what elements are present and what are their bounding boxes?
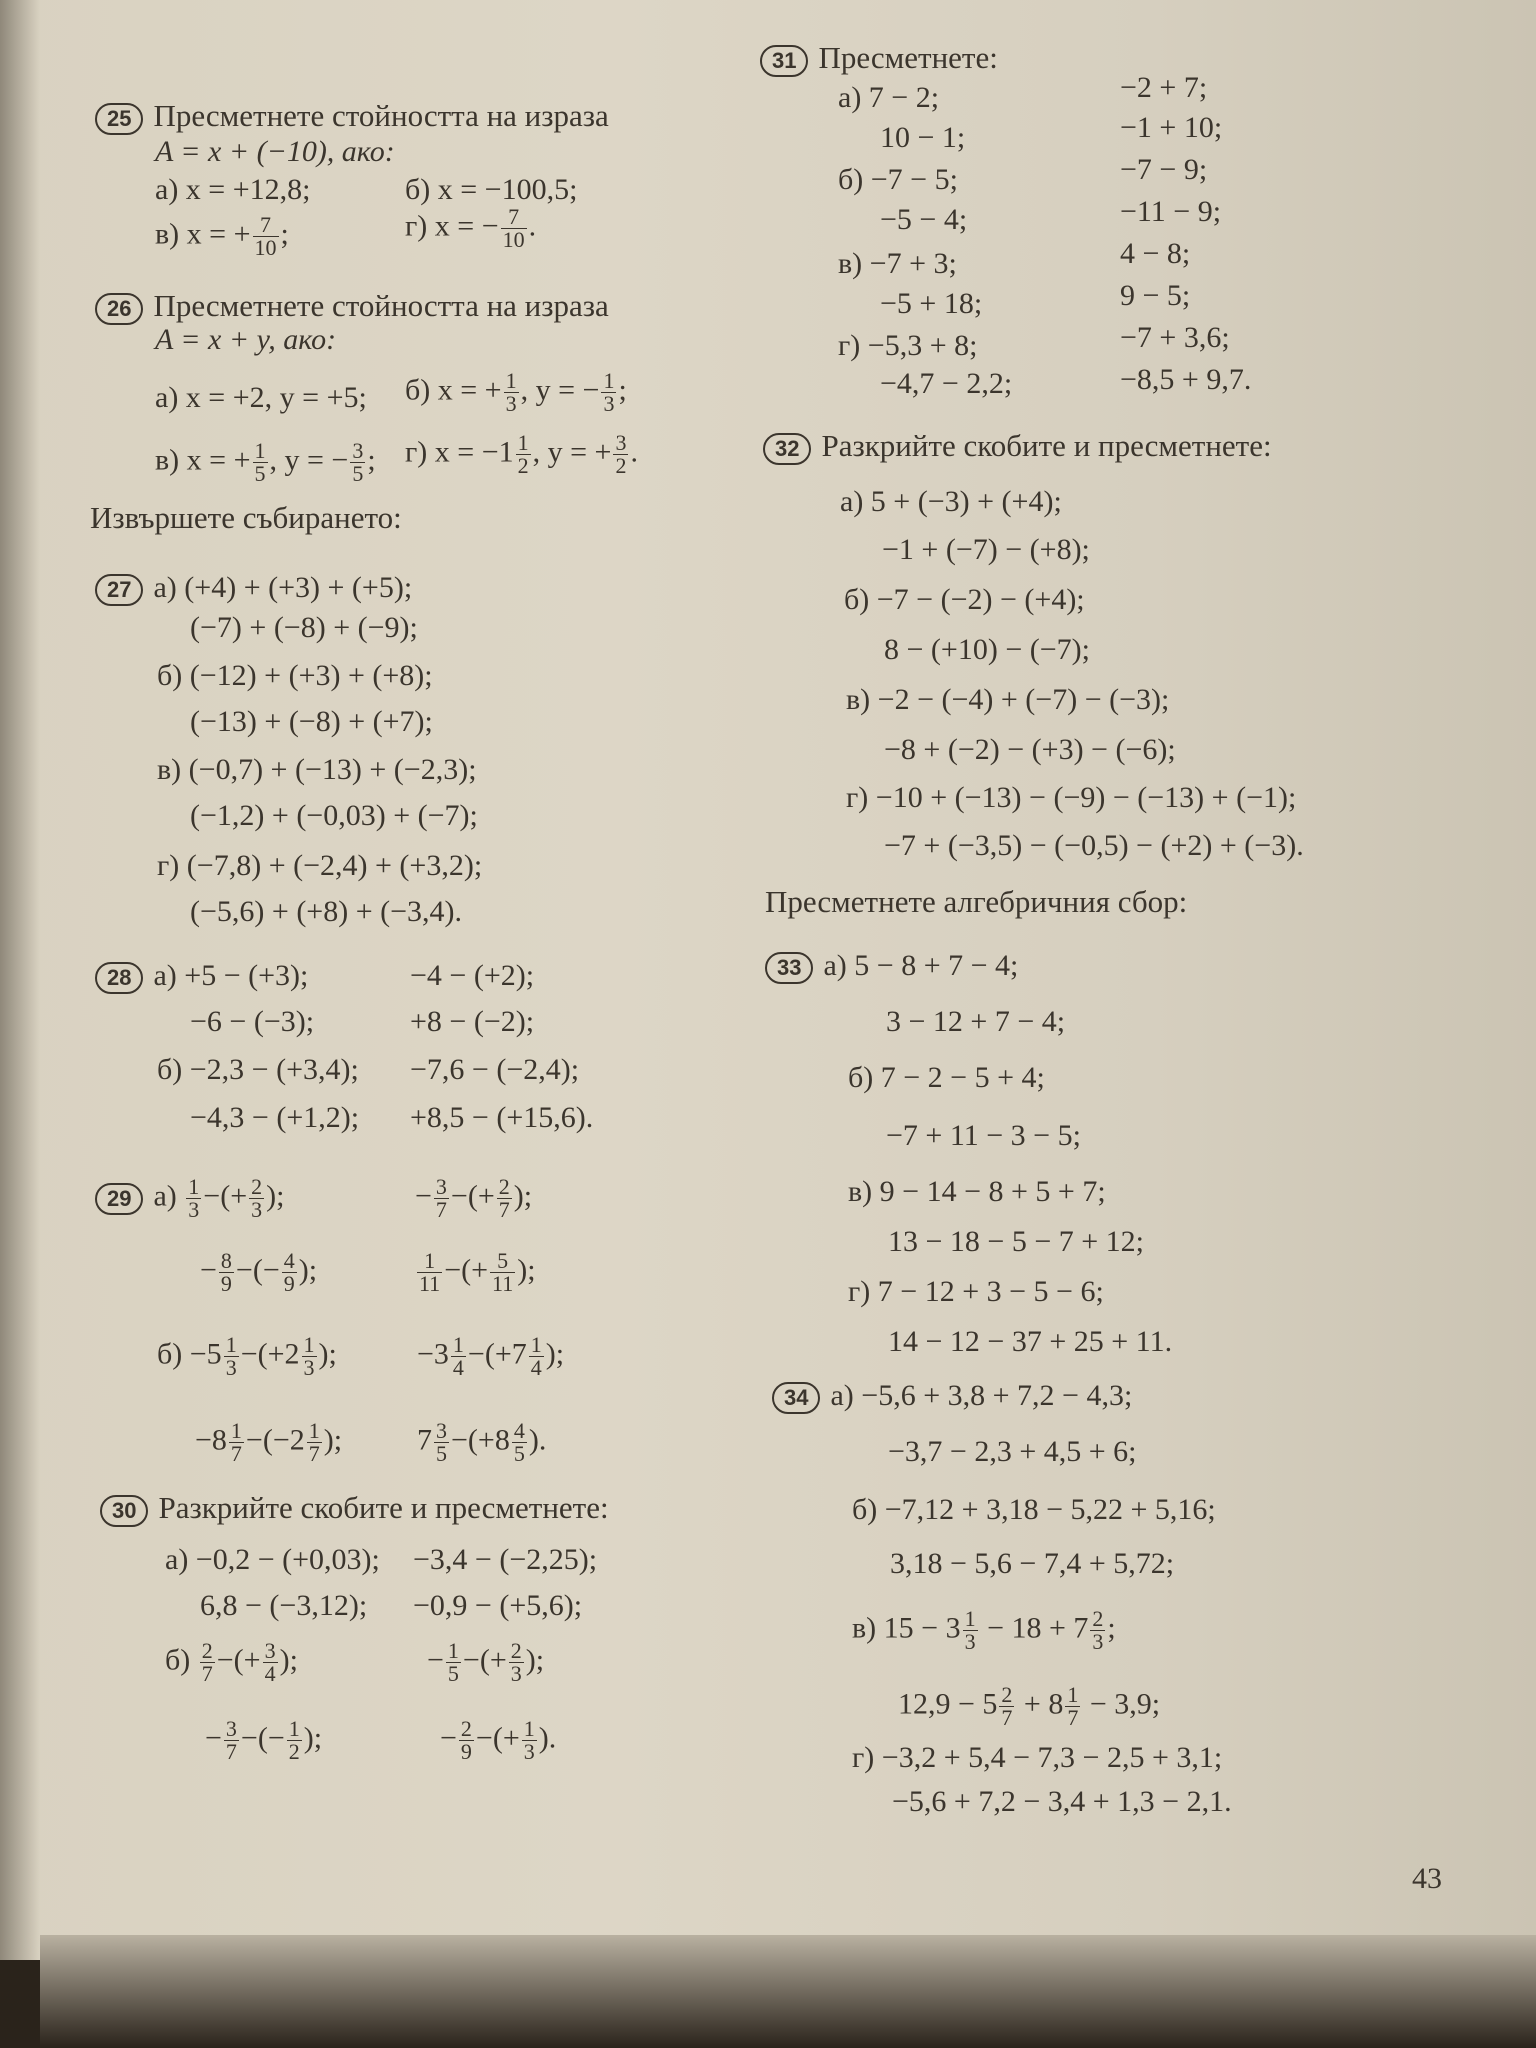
fraction [253,440,268,485]
problem-34-c2 [898,1684,1160,1729]
problem-30-b-left: б) $\frac{2}{7}$ −(+ $\frac{3}{4}$ ); [165,1638,298,1686]
fraction [200,1640,215,1685]
problem-32-line: −1 + (−7) − (+8); [882,533,1090,566]
problem-32-line: а) 5 + (−3) + (+4); [840,485,1062,518]
problem-26-title [95,288,609,325]
denominator: 7 [1067,1705,1079,1730]
problem-34-line: −3,7 − 2,3 + 4,5 + 6; [888,1435,1137,1468]
problem-27-line: г) (−7,8) + (−2,4) + (+3,2); [157,849,483,882]
denominator: 4 [264,1661,276,1686]
fraction [186,1176,201,1221]
text: −8 [195,1423,227,1457]
problem-number: 25 [95,103,143,135]
numerator: 1 [188,1174,200,1199]
fraction [601,370,616,415]
problem-30-cell: а) −0,2 − (+0,03); [165,1543,380,1576]
problem-text: Разкрийте скобите и пресметнете: [158,1490,609,1525]
problem-30-cell: 6,8 − (−3,12); [200,1589,368,1622]
problem-text: а) +5 − (+3); [153,959,309,992]
problem-27-line: (−5,6) + (+8) + (−3,4). [190,895,463,928]
problem-32-line: б) −7 − (−2) − (+4); [844,583,1085,616]
problem-number: 34 [772,1382,820,1414]
numerator: 2 [460,1716,472,1741]
problem-32-title [763,428,1272,465]
problem-number: 31 [760,45,808,77]
problem-30-b2-left: − $\frac{3}{7}$ −(− $\frac{1}{2}$ ); [205,1716,323,1764]
problem-26-a: а) x = +2, y = +5; [155,381,367,414]
fraction [253,214,279,259]
problem-33-line: −7 + 11 − 3 − 5; [886,1119,1081,1152]
fraction [302,1334,317,1379]
denominator: 5 [352,461,364,486]
numerator: 1 [517,430,529,455]
numerator: 3 [435,1174,447,1199]
problem-28-cell: б) −2,3 − (+3,4); [157,1053,359,1086]
denominator: 5 [436,1441,447,1466]
text: ; [618,373,627,407]
numerator: 7 [253,214,279,237]
fraction [1065,1684,1080,1729]
problem-29-row3-right: −3 $\frac{1}{4}$ −(+7 $\frac{1}{4}$ ); [417,1332,565,1380]
fraction [459,1718,474,1763]
numerator: 1 [417,1250,442,1273]
problem-33-line: б) 7 − 2 − 5 + 4; [848,1061,1045,1094]
fraction [999,1684,1014,1729]
fraction [522,1718,537,1763]
text: 8 [494,1423,510,1457]
problem-28-cell: −4 − (+2); [410,959,535,992]
denominator: 9 [283,1271,295,1296]
denominator: 5 [254,461,266,486]
problem-text: а) 5 − 8 + 7 − 4; [823,949,1019,982]
problem-31-cell: г) −5,3 + 8; [838,329,978,362]
problem-34-line: б) −7,12 + 3,18 − 5,22 + 5,16; [852,1493,1216,1526]
problem-31-title [760,40,998,77]
algebraic-sum-heading: Пресметнете алгебричния сбор: [765,884,1188,919]
problem-29-row3-left: б) −5 $\frac{1}{3}$ −(+2 $\frac{1}{3}$ ); [157,1332,337,1380]
numerator: 1 [254,438,266,463]
problem-31-cell: −7 + 3,6; [1120,321,1230,354]
text: − 3,9; [1082,1687,1161,1721]
problem-25-d [405,206,536,251]
problem-30-b-right: − $\frac{1}{5}$ −(+ $\frac{2}{3}$ ); [427,1638,545,1686]
denominator: 3 [510,1661,522,1686]
problem-31-cell: −11 − 9; [1120,195,1222,228]
denominator: 10 [254,235,277,260]
problem-27-line: б) (−12) + (+3) + (+8); [157,659,433,692]
denominator: 7 [1001,1705,1013,1730]
numerator: 1 [452,1332,464,1357]
fraction [501,206,527,251]
problem-30-cell: −0,9 − (+5,6); [413,1589,583,1622]
problem-26-c [155,440,376,485]
problem-number: 33 [765,952,813,984]
numerator: 8 [220,1248,232,1273]
problem-31-cell: −5 + 18; [880,287,983,320]
numerator: 3 [264,1638,276,1663]
text: , y = + [532,435,612,469]
problem-34-line [772,1378,1132,1414]
fraction [613,432,628,477]
denominator: 4 [452,1355,464,1380]
numerator: 2 [510,1638,522,1663]
problem-33-line: г) 7 − 12 + 3 − 5 − 6; [848,1275,1104,1308]
problem-25-expression: A = x + (−10), ако: [155,135,395,168]
numerator: 1 [288,1716,300,1741]
problem-29-row4-right: 7 $\frac{3}{5}$ −(+8 $\frac{4}{5}$ ). [417,1418,547,1466]
denominator: 3 [225,1355,237,1380]
fraction [497,1176,512,1221]
text: , y = − [520,373,600,407]
problem-32-line: в) −2 − (−4) + (−7) − (−3); [846,683,1170,716]
text: г) x = − [405,209,499,243]
fraction [249,1176,264,1221]
text: . [528,209,537,243]
denominator: 3 [1092,1629,1104,1654]
problem-28-row [95,958,308,994]
page-number: 43 [1412,1862,1442,1895]
problem-31-cell: −2 + 7; [1120,71,1208,104]
problem-25-a: а) x = +12,8; [155,173,311,206]
problem-31-cell: в) −7 + 3; [838,247,957,280]
numerator: 2 [498,1174,510,1199]
problem-28-cell: +8,5 − (+15,6). [410,1101,594,1134]
fraction [490,1250,515,1295]
problem-34-c [852,1608,1116,1653]
numerator: 2 [251,1174,263,1199]
numerator: 1 [530,1332,542,1357]
numerator: 1 [603,368,615,393]
problem-33-line: 14 − 12 − 37 + 25 + 11. [888,1325,1173,1358]
problem-text: Пресметнете: [818,40,998,75]
text: 2 [284,1337,300,1371]
addition-heading: Извършете събирането: [90,500,402,535]
numerator: 1 [225,1332,237,1357]
fraction [504,370,519,415]
denominator: 5 [447,1661,459,1686]
problem-34-line: −5,6 + 7,2 − 3,4 + 1,3 − 2,1. [892,1785,1232,1818]
problem-number: 32 [763,433,811,465]
problem-32-line: −7 + (−3,5) − (−0,5) − (+2) + (−3). [884,829,1304,862]
fraction [224,1334,239,1379]
numerator: 1 [1067,1682,1079,1707]
text: 7 [511,1337,527,1371]
problem-29-row2-right: $\frac{1}{11}$ −(+ $\frac{5}{11}$ ); [419,1248,536,1296]
fraction [219,1250,234,1295]
page-bottom-edge [40,1935,1536,2048]
problem-28-cell: −7,6 − (−2,4); [410,1053,580,1086]
problem-31-cell: 9 − 5; [1120,279,1191,312]
text: б) x = + [405,373,502,407]
numerator: 1 [505,368,517,393]
denominator: 2 [517,453,529,478]
problem-text: а) −5,6 + 3,8 + 7,2 − 4,3; [830,1379,1133,1412]
fraction [963,1608,978,1653]
problem-26-expression: A = x + y, ако: [155,323,337,356]
text: в) x = + [155,443,251,477]
text: в) x = + [155,217,251,251]
problem-27-line: (−7) + (−8) + (−9); [190,611,418,644]
numerator: 3 [436,1418,447,1443]
text: 2 [289,1423,305,1457]
fraction [446,1640,461,1685]
problem-31-cell: 10 − 1; [880,121,966,154]
denominator: 3 [523,1739,535,1764]
denominator: 5 [513,1441,525,1466]
problem-28-cell: −4,3 − (+1,2); [190,1101,360,1134]
denominator: 3 [303,1355,315,1380]
fraction [307,1420,322,1465]
problem-number: 26 [95,293,143,325]
text: ; [280,217,289,251]
problem-31-cell: −7 − 9; [1120,153,1208,186]
problem-29-row4-left: −8 $\frac{1}{7}$ −(−2 $\frac{1}{7}$ ); [195,1418,343,1466]
numerator: 5 [490,1250,515,1273]
numerator: 1 [523,1716,535,1741]
numerator: 1 [447,1638,459,1663]
problem-34-line: г) −3,2 + 5,4 − 7,3 − 2,5 + 3,1; [852,1741,1223,1774]
denominator: 9 [220,1271,232,1296]
denominator: 7 [435,1197,447,1222]
denominator: 10 [502,227,525,252]
fraction [509,1640,524,1685]
page-gutter-shadow [0,0,40,1960]
problem-31-cell: −4,7 − 2,2; [880,367,1013,400]
denominator: 2 [288,1739,300,1764]
denominator: 3 [603,391,615,416]
fraction [417,1250,442,1295]
denominator: 7 [201,1661,213,1686]
problem-number: 27 [95,574,143,606]
text: − 18 + 7 [979,1611,1089,1645]
fraction [263,1640,278,1685]
denominator: 11 [492,1271,514,1296]
problem-27-line: (−1,2) + (−0,03) + (−7); [190,799,478,832]
problem-27-line: в) (−0,7) + (−13) + (−2,3); [157,753,477,786]
fraction [1090,1608,1105,1653]
problem-33-line [765,948,1018,984]
problem-26-b [405,370,627,415]
text: . [630,435,638,469]
denominator: 2 [615,453,627,478]
text: −3 [417,1337,449,1371]
problem-25-c [155,214,289,259]
fraction [516,432,531,477]
problem-31-cell: −8,5 + 9,7. [1120,363,1252,396]
text: в) 15 − 3 [852,1611,961,1645]
numerator: 1 [230,1418,242,1443]
numerator: 3 [615,430,627,455]
text: 12,9 − 5 [898,1687,998,1721]
denominator: 3 [188,1197,200,1222]
problem-31-cell: б) −7 − 5; [838,163,958,196]
numerator: 1 [303,1332,315,1357]
text: ; [367,443,376,477]
problem-33-line: 13 − 18 − 5 − 7 + 12; [888,1225,1145,1258]
problem-text: Разкрийте скобите и пресметнете: [821,428,1272,463]
problem-31-cell: −1 + 10; [1120,111,1223,144]
problem-32-line: −8 + (−2) − (+3) − (−6); [884,733,1176,766]
fraction [434,1420,449,1465]
text: ; [1107,1611,1116,1645]
numerator: 1 [964,1606,976,1631]
problem-text: а) (+4) + (+3) + (+5); [153,571,413,604]
problem-34-line: 3,18 − 5,6 − 7,4 + 5,72; [890,1547,1175,1580]
problem-28-cell: −6 − (−3); [190,1005,315,1038]
numerator: 3 [352,438,364,463]
numerator: 2 [1001,1682,1013,1707]
problem-31-cell: −5 − 4; [880,203,968,236]
text: г) x = −1 [405,435,514,469]
numerator: 2 [1092,1606,1104,1631]
problem-text: Пресметнете стойността на израза [153,288,609,323]
fraction [350,440,365,485]
fraction [229,1420,244,1465]
denominator: 4 [530,1355,542,1380]
text: б) [165,1643,191,1677]
denominator: 3 [505,391,517,416]
denominator: 7 [498,1197,510,1222]
fraction [224,1718,239,1763]
fraction [434,1176,449,1221]
problem-number: 29 [95,1183,143,1215]
fraction [512,1420,527,1465]
problem-29-row1-left: 29 а) $\frac{1}{3}$ −(+ $\frac{2}{3}$ ); [95,1176,284,1221]
problem-29-row2-left: − $\frac{8}{9}$ −(− $\frac{4}{9}$ ); [200,1248,318,1296]
denominator: 11 [419,1271,441,1296]
problem-number: 28 [95,962,143,994]
denominator: 7 [230,1441,242,1466]
numerator: 4 [513,1418,525,1443]
problem-25-b: б) x = −100,5; [405,173,578,206]
numerator: 1 [308,1418,320,1443]
denominator: 3 [964,1629,976,1654]
problem-25-title [95,98,609,135]
fraction [451,1334,466,1379]
denominator: 9 [460,1739,472,1764]
problem-33-line: 3 − 12 + 7 − 4; [886,1005,1066,1038]
fraction [282,1250,297,1295]
problem-32-line: 8 − (+10) − (−7); [884,633,1090,666]
problem-32-line: г) −10 + (−13) − (−9) − (−13) + (−1); [846,781,1297,814]
problem-number: 30 [100,1495,148,1527]
numerator: 2 [201,1638,213,1663]
problem-28-cell: +8 − (−2); [410,1005,535,1038]
text: , y = − [269,443,349,477]
problem-31-cell: а) 7 − 2; [838,81,940,114]
numerator: 4 [283,1248,295,1273]
problem-33-line: в) 9 − 14 − 8 + 5 + 7; [848,1175,1106,1208]
problem-text: Пресметнете стойността на израза [153,98,609,133]
fraction [529,1334,544,1379]
text: + 8 [1016,1687,1064,1721]
numerator: 3 [225,1716,237,1741]
problem-30-title [100,1490,609,1527]
problem-27-line [95,570,412,606]
denominator: 7 [308,1441,320,1466]
denominator: 7 [225,1739,237,1764]
denominator: 3 [251,1197,263,1222]
problem-29-row1-right: − $\frac{3}{7}$ −(+ $\frac{2}{7}$ ); [415,1174,533,1222]
text: 7 [417,1423,432,1457]
numerator: 7 [501,206,527,229]
problem-27-line: (−13) + (−8) + (+7); [190,705,433,738]
problem-26-d [405,432,638,477]
text: б) −5 [157,1337,222,1371]
fraction [287,1718,302,1763]
problem-31-cell: 4 − 8; [1120,237,1191,270]
problem-30-b2-right: − $\frac{2}{9}$ −(+ $\frac{1}{3}$ ). [440,1716,557,1764]
problem-30-cell: −3,4 − (−2,25); [413,1543,598,1576]
text: а) [153,1179,177,1213]
